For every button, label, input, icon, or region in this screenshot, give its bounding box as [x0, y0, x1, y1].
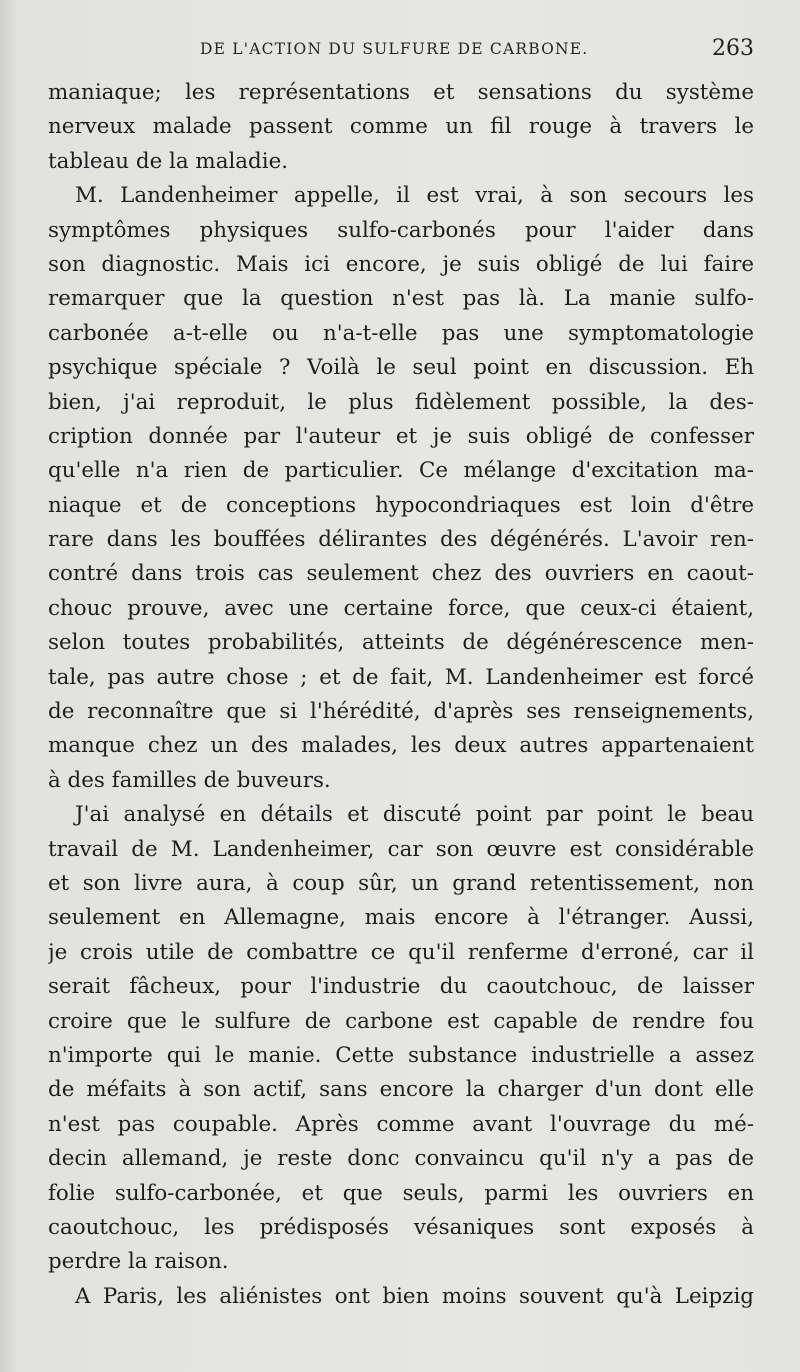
running-header — [48, 36, 754, 66]
text-line: tableau de la maladie. — [48, 148, 289, 174]
text-line: psychique spéciale ? Voilà le seul point en discussion. Eh — [48, 355, 754, 381]
page-number: 263 — [712, 36, 754, 61]
text-line: niaque et de conceptions hypocondriaques est loin d'être — [48, 492, 754, 518]
text-line: seulement en Allemagne, mais encore à l'étranger. Aussi, — [48, 905, 754, 931]
text-line: tale, pas autre chose ; et de fait, M. Landenheimer est forcé — [48, 664, 754, 690]
text-line: cription donnée par l'auteur et je suis obligé de confesser — [48, 423, 754, 449]
text-line: selon toutes probabilités, atteints de dégénérescence men- — [48, 630, 754, 656]
text-line: remarquer que la question n'est pas là. La manie sulfo- — [48, 286, 754, 312]
text-line: serait fâcheux, pour l'industrie du caoutchouc, de laisser — [48, 974, 754, 1000]
text-line: caoutchouc, les prédisposés vésaniques sont exposés à — [48, 1214, 754, 1240]
text-line: J'ai analysé en détails et discuté point par point le beau — [75, 802, 754, 828]
text-line: contré dans trois cas seulement chez des ouvriers en caout- — [48, 561, 754, 587]
text-line: folie sulfo-carbonée, et que seuls, parmi les ouvriers en — [48, 1180, 754, 1206]
text-line: travail de M. Landenheimer, car son œuvre est considérable — [48, 836, 754, 862]
text-line: croire que le sulfure de carbone est capable de rendre fou — [48, 1008, 754, 1034]
text-line: A Paris, les aliénistes ont bien moins souvent qu'à Leipzig — [75, 1283, 754, 1309]
text-line: chouc prouve, avec une certaine force, que ceux-ci étaient, — [48, 595, 754, 621]
text-line: manque chez un des malades, les deux autres appartenaient — [48, 733, 754, 759]
paragraph — [48, 76, 754, 179]
paragraph — [48, 798, 754, 1279]
text-line: à des familles de buveurs. — [48, 767, 331, 793]
text-line: M. Landenheimer appelle, il est vrai, à son secours les — [75, 183, 754, 209]
text-line: rare dans les bouffées délirantes des dégénérés. L'avoir ren- — [48, 527, 754, 553]
running-title: DE L'ACTION DU SULFURE DE CARBONE. — [200, 40, 589, 58]
paragraph — [48, 179, 754, 798]
text-line: carbonée a-t-elle ou n'a-t-elle pas une symptomatologie — [48, 320, 754, 346]
text-line: decin allemand, je reste donc convaincu qu'il n'y a pas de — [48, 1146, 754, 1172]
text-line: nerveux malade passent comme un fil rouge à travers le — [48, 114, 754, 140]
text-line: de reconnaître que si l'hérédité, d'après ses renseignements, — [48, 699, 754, 725]
text-line: n'importe qui le manie. Cette substance industrielle a assez — [48, 1042, 754, 1068]
body-text — [48, 76, 754, 1314]
text-line: qu'elle n'a rien de particulier. Ce mélange d'excitation ma- — [48, 458, 754, 484]
text-line: son diagnostic. Mais ici encore, je suis obligé de lui faire — [48, 251, 754, 277]
text-line: perdre la raison. — [48, 1249, 229, 1275]
text-line: n'est pas coupable. Après comme avant l'ouvrage du mé- — [48, 1111, 754, 1137]
paragraph — [48, 1280, 754, 1314]
text-line: maniaque; les représentations et sensations du système — [48, 80, 754, 105]
text-line: et son livre aura, à coup sûr, un grand retentissement, non — [48, 870, 754, 896]
text-line: symptômes physiques sulfo-carbonés pour l'aider dans — [48, 217, 754, 243]
text-line: je crois utile de combattre ce qu'il renferme d'erroné, car il — [48, 939, 754, 965]
text-line: de méfaits à son actif, sans encore la charger d'un dont elle — [48, 1077, 754, 1103]
text-line: bien, j'ai reproduit, le plus fidèlement possible, la des- — [48, 389, 754, 415]
